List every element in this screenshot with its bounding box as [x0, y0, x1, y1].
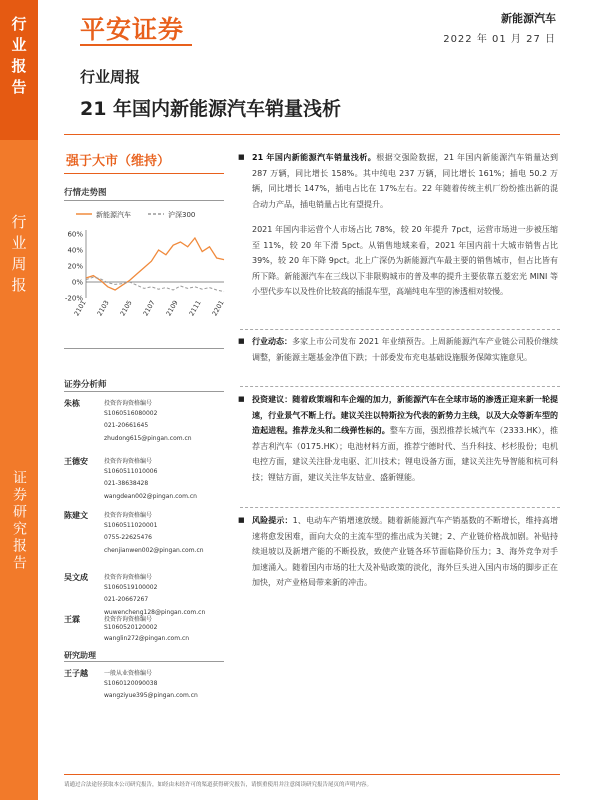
report-title: 21 年国内新能源汽车销量浅析: [80, 98, 342, 120]
company-logo: 平安证券: [80, 15, 185, 44]
analyst-phone: 021-20667267: [104, 596, 149, 603]
assistant-title: 研究助理: [64, 651, 96, 660]
report-type: 行业周报: [80, 68, 141, 86]
investment-body: 整车方面，强烈推荐长城汽车（2333.HK），推荐吉利汽车（0175.HK）；电池材料方面，推荐宁德时代、当升科技、杉杉股份；电机电控方面，建议关注卧龙电驱、汇川技术；锂电设备方面，建议关注先导智能和杭可科技；锂钴方面，建议关注华友钴业、盛新锂能。: [252, 426, 558, 482]
market-body: 2021 年国内非运营个人市场占比 78%，较 20 年提升 7pct，运营市场进一步被压缩至 11%，较 20 年下滑 5pct。从销售地域来看，2021 年国内前十大城市销售占比 39%，较 20 年下降 9pct。北上广深仍为新能源汽车最主要的销售城市，但占比皆有所下降。新能源汽车在三线以下非限购城市的普及率的提升主要依靠五菱宏光 MINI 等小型代步车以及性价比较高的插混车型，高端纯电车型的渗透相对较慢。: [252, 225, 558, 296]
assistant-divider: [64, 661, 224, 662]
x-tick-label: 2111: [187, 299, 203, 318]
risk-paragraph: [252, 513, 558, 591]
analyst-id: S1060520120002: [104, 624, 158, 631]
analyst-name: 朱栋: [64, 399, 80, 408]
risk-lead: 风险提示：: [252, 516, 293, 525]
trend-chart-svg: [56, 204, 228, 334]
analyst-card: [64, 510, 234, 570]
y-tick-label: 0%: [71, 278, 83, 287]
assistant-cert: 一般从业资格编号: [104, 670, 153, 677]
analyst-id: S1060511020001: [104, 522, 158, 529]
analyst-email: chenjianwen002@pingan.com.cn: [104, 547, 204, 554]
assistant-card: [64, 668, 234, 708]
section-divider: [240, 386, 560, 387]
analyst-id: S1060511010006: [104, 468, 158, 475]
side-label-report: 行业报告: [9, 16, 28, 100]
legend-label: 新能源汽车: [96, 211, 131, 219]
rating-label: 强于大市（维持）: [66, 154, 171, 169]
analyst-card: [64, 456, 234, 516]
analyst-id: S1060519100002: [104, 584, 158, 591]
investment-paragraph: [252, 392, 558, 485]
analysts-title: 证券分析师: [64, 380, 107, 390]
side-label-research: 证券研究报告: [11, 470, 27, 572]
analyst-email: wangdean002@pingan.com.cn: [104, 493, 197, 500]
rating-divider: [64, 173, 224, 174]
y-tick-label: 40%: [67, 246, 83, 255]
x-tick-label: 2103: [95, 299, 111, 318]
analyst-email: wanglin272@pingan.com.cn: [104, 635, 190, 642]
industry-label: 新能源汽车: [501, 12, 556, 25]
market-paragraph: [252, 222, 558, 300]
x-tick-label: 2107: [141, 299, 157, 318]
y-tick-label: 20%: [67, 262, 83, 271]
assistant-name: 王子越: [64, 669, 88, 678]
investment-lead: 投资建议：随着政策端和车企端的加力，新能源汽车在全球市场的渗透正迎来新一轮提速，行业景气不断上行。建议关注以特斯拉为代表的新势力主线，以及大众等新车型的造起进程。推荐龙头和二线弹性标的。: [252, 395, 558, 435]
industry-news-paragraph: [252, 334, 558, 365]
analyst-email: wuwencheng128@pingan.com.cn: [104, 609, 206, 616]
side-label-weekly: 行业周报: [9, 214, 28, 298]
title-divider: [64, 134, 560, 135]
logo-underline: [80, 44, 192, 46]
analyst-name: 王霖: [64, 615, 80, 624]
y-tick-label: 60%: [67, 230, 83, 239]
x-tick-label: 2105: [118, 299, 134, 318]
side-band: [0, 0, 38, 800]
x-tick-label: 2101: [72, 299, 88, 318]
analyst-name: 吴文成: [64, 573, 88, 582]
report-date: 2022 年 01 月 27 日: [443, 34, 556, 45]
analyst-cert: 投资咨询资格编号: [104, 574, 153, 581]
side-segment-top: [0, 0, 38, 140]
chart-bottom-divider: [64, 348, 224, 349]
risk-body: 1、电动车产销增速放缓。随着新能源汽车产销基数的不断增长，维持高增速将愈发困难，面向大众的主流车型的推出成为关键；2、产业链价格战加剧。补贴持续退坡以及新增产能的不断投放，致使产业链各环节面临降价压力；3、海外竞争对手加速涌入。随着国内市场的壮大及补贴政策的淡化，海外巨头进入国内市场的脚步正在加快，对产业格局带来新的冲击。: [252, 516, 559, 587]
series-line: [86, 277, 224, 291]
side-segment-low: [0, 470, 38, 600]
analyst-phone: 0755-22625476: [104, 534, 152, 541]
footer-disclaimer: 请通过合法途径获取本公司研究报告，如经由未经许可的渠道获得研究报告，请慎重使用并注意阅读研究报告尾页的声明内容。: [64, 782, 373, 788]
analyst-phone: 021-20661645: [104, 422, 149, 429]
footer-divider: [64, 774, 560, 775]
trend-chart: [56, 204, 228, 334]
analyst-cert: 投资咨询资格编号: [104, 616, 153, 623]
x-tick-label: 2201: [210, 299, 226, 318]
x-tick-label: 2109: [164, 299, 180, 318]
analysts-divider: [64, 391, 224, 392]
analyst-name: 王德安: [64, 457, 88, 466]
analyst-id: S1060516080002: [104, 410, 158, 417]
industry-news-body: 多家上市公司发布 2021 年业绩预告。上周新能源汽车产业链公司股价继续调整，新能源主题基金净值下跌；十部委发布充电基础设施服务保障实施意见。: [252, 337, 558, 362]
section-divider: [240, 329, 560, 330]
side-segment-mid: [0, 210, 38, 330]
assistant-email: wangziyue395@pingan.com.cn: [104, 692, 198, 699]
analyst-card: [64, 398, 234, 458]
analyst-email: zhudong615@pingan.com.cn: [104, 435, 192, 442]
analyst-phone: 021-38638428: [104, 480, 149, 487]
industry-news-lead: 行业动态：: [252, 337, 293, 346]
trend-divider: [64, 200, 224, 201]
summary-paragraph: [252, 150, 558, 212]
analyst-cert: 投资咨询资格编号: [104, 512, 153, 519]
assistant-id: S1060120090038: [104, 680, 158, 687]
analyst-cert: 投资咨询资格编号: [104, 400, 153, 407]
summary-lead: 21 年国内新能源汽车销量浅析。: [252, 153, 377, 162]
analyst-card: [64, 614, 234, 654]
y-tick-label: -20%: [64, 294, 83, 303]
analyst-cert: 投资咨询资格编号: [104, 458, 153, 465]
legend-label: 沪深300: [168, 211, 196, 219]
summary-body: 根据交强险数据，21 年国内新能源汽车销量达到 287 万辆，同比增长 158%。其中纯电 237 万辆，同比增长 161%；插电 50.2 万辆，同比增长 147%，插电占比在 17%左右。22 年随着传统主机厂纷纷推出新的混合动力产品，插电销量占比有望提升。: [252, 153, 558, 209]
analyst-name: 陈建文: [64, 511, 88, 520]
section-divider: [240, 507, 560, 508]
trend-chart-title: 行情走势图: [64, 188, 107, 198]
